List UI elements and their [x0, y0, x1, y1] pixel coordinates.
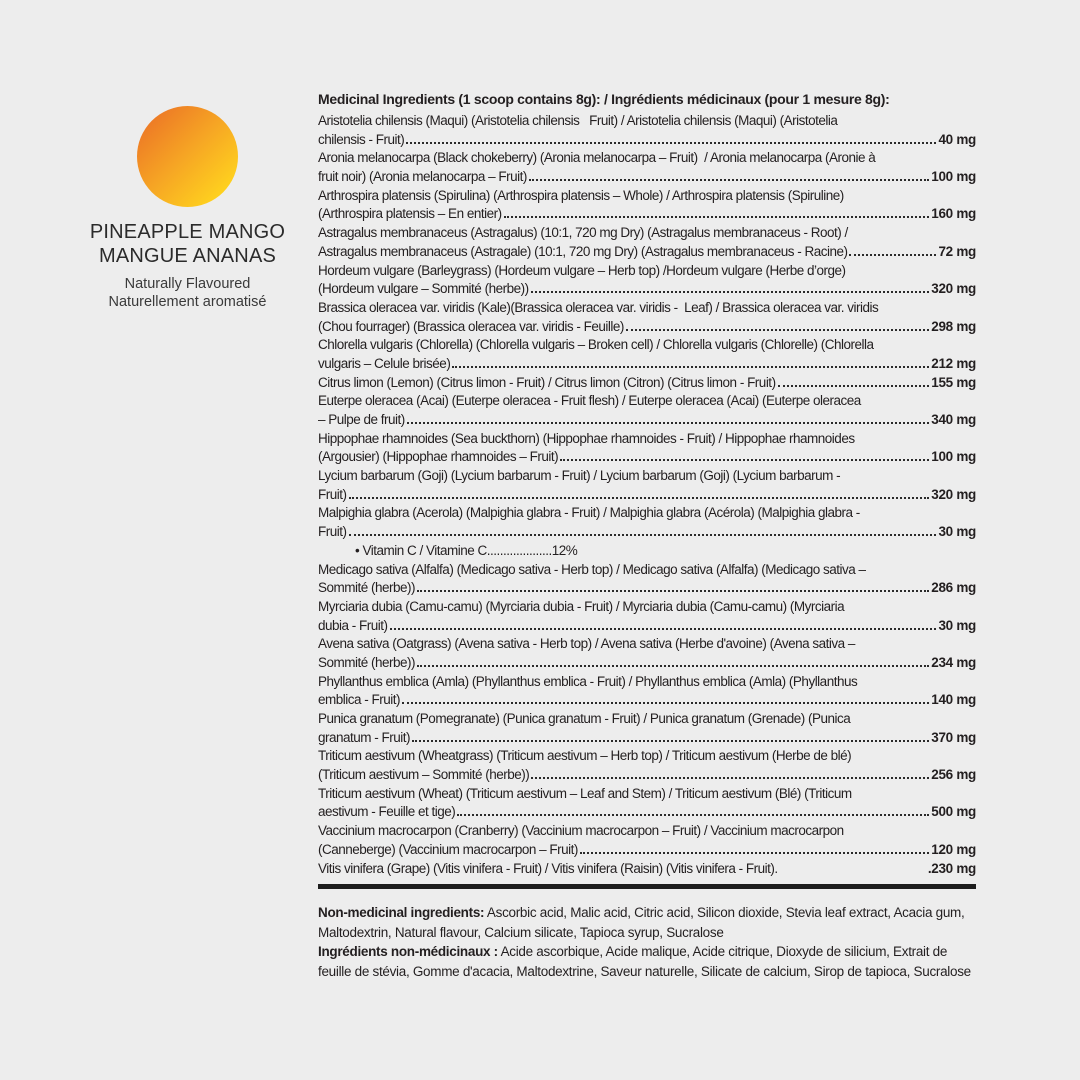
ingredient-row — [318, 149, 976, 186]
ingredient-text: aestivum - Feuille et tige) — [318, 804, 456, 820]
dot-leader — [452, 366, 929, 368]
ingredient-amount: 155 mg — [931, 374, 976, 390]
non-medicinal-fr — [318, 942, 976, 981]
ingredient-row — [318, 112, 976, 149]
flavour-note-en: Naturally Flavoured — [124, 276, 251, 292]
ingredient-line — [318, 336, 976, 355]
ingredient-line — [318, 430, 976, 449]
ingredient-text: Hippophae rhamnoides (Sea buckthorn) (Hippophae rhamnoides - Fruit) / Hippophae rhamnoides — [318, 430, 855, 446]
ingredient-text: (Hordeum vulgare – Sommité (herbe)) — [318, 281, 529, 297]
dot-leader — [349, 534, 937, 536]
dot-leader — [457, 814, 929, 816]
ingredient-text: Citrus limon (Lemon) (Citrus limon - Fruit) / Citrus limon (Citron) (Citrus limon - Fruit) — [318, 374, 776, 390]
ingredient-row — [318, 785, 976, 822]
ingredient-text: Chlorella vulgaris (Chlorella) (Chlorella vulgaris – Broken cell) / Chlorella vulgaris (Chlorelle) (Chlorella — [318, 337, 874, 353]
dot-leader — [849, 254, 936, 256]
ingredient-text: Aronia melanocarpa (Black chokeberry) (Aronia melanocarpa – Fruit) / Aronia melanocarpa (Aronie à — [318, 150, 876, 166]
dot-leader — [412, 740, 929, 742]
dot-leader — [560, 459, 929, 461]
ingredient-amount: 234 mg — [931, 654, 976, 670]
ingredient-text: dubia - Fruit) — [318, 617, 388, 633]
ingredient-text: vulgaris – Celule brisée) — [318, 355, 451, 371]
non-medicinal-label-en: Non-medicinal ingredients: — [318, 905, 485, 921]
ingredient-text: Myrciaria dubia (Camu-camu) (Myrciaria dubia - Fruit) / Myrciaria dubia (Camu-camu) (Myrciaria — [318, 598, 845, 614]
ingredient-line — [318, 448, 976, 467]
dot-leader — [417, 665, 929, 667]
ingredient-row — [318, 262, 976, 299]
ingredient-text: Phyllanthus emblica (Amla) (Phyllanthus emblica - Fruit) / Phyllanthus emblica (Amla) (Phyllanthus — [318, 673, 858, 689]
ingredient-amount: 160 mg — [931, 206, 976, 222]
ingredient-row — [318, 860, 976, 879]
ingredient-row — [318, 299, 976, 336]
ingredient-line — [318, 841, 976, 860]
ingredient-amount: 286 mg — [931, 580, 976, 596]
ingredient-line — [318, 523, 976, 542]
medicinal-ingredients-header: Medicinal Ingredients (1 scoop contains 8g): / Ingrédients médicinaux (pour 1 mesure 8g): — [318, 91, 890, 107]
flavour-note-fr: Naturellement aromatisé — [108, 294, 267, 310]
ingredient-line — [318, 224, 976, 243]
ingredient-row — [318, 710, 976, 747]
non-medicinal-text-fr: Acide ascorbique, Acide malique, Acide citrique, Dioxyde de silicium, Extrait de feuille de stévia, Gomme d'acacia, Maltodextrine, Saveur naturelle, Silicate de calcium, Sirop de tapioca, Sucralose — [318, 944, 971, 979]
ingredient-amount: 40 mg — [938, 131, 976, 147]
ingredient-amount: 298 mg — [931, 318, 976, 334]
ingredient-text: Aristotelia chilensis (Maqui) (Aristotelia chilensis Fruit) / Aristotelia chilensis (Maqui) (Aristotelia — [318, 113, 838, 128]
ingredient-line — [318, 262, 976, 281]
brand-panel — [75, 106, 300, 311]
supplement-facts-panel — [318, 90, 976, 981]
ingredient-text: Sommité (herbe)) — [318, 654, 416, 670]
ingredient-line — [318, 729, 976, 748]
ingredient-row — [318, 561, 976, 598]
ingredient-line — [318, 392, 976, 411]
dot-leader — [504, 216, 930, 218]
ingredient-line — [318, 654, 976, 673]
ingredient-amount: 100 mg — [931, 449, 976, 465]
ingredient-line — [318, 318, 976, 337]
ingredient-row — [318, 467, 976, 504]
dot-leader — [390, 628, 937, 630]
ingredient-amount: 320 mg — [931, 486, 976, 502]
non-medicinal-en — [318, 903, 976, 942]
ingredient-text: Brassica oleracea var. viridis (Kale)(Brassica oleracea var. viridis - Leaf) / Brassica oleracea var. viridis — [318, 299, 879, 315]
ingredient-amount: .230 mg — [927, 860, 976, 876]
ingredient-line — [318, 187, 976, 206]
ingredient-row — [318, 430, 976, 467]
ingredient-amount: 100 mg — [931, 169, 976, 185]
ingredient-text: Vitis vinifera (Grape) (Vitis vinifera - Fruit) / Vitis vinifera (Raisin) (Vitis vinifera - Fruit). — [318, 860, 778, 876]
ingredient-list — [318, 112, 976, 878]
ingredient-amount: 320 mg — [931, 281, 976, 297]
ingredient-row — [318, 392, 976, 429]
ingredient-text: granatum - Fruit) — [318, 729, 411, 745]
ingredient-line — [318, 299, 976, 318]
ingredient-text: Avena sativa (Oatgrass) (Avena sativa - Herb top) / Avena sativa (Herbe d'avoine) (Avena sativa – — [318, 636, 855, 652]
flavor-name-fr: MANGUE ANANAS — [98, 245, 277, 267]
ingredient-text: Fruit) — [318, 486, 347, 502]
ingredient-line — [318, 598, 976, 617]
dot-leader — [580, 852, 929, 854]
ingredient-text: Astragalus membranaceus (Astragale) (10:1, 720 mg Dry) (Astragalus membranaceus - Racine) — [318, 243, 848, 259]
dot-leader — [778, 385, 930, 387]
ingredient-text: Medicago sativa (Alfalfa) (Medicago sativa - Herb top) / Medicago sativa (Alfalfa) (Medicago sativa – — [318, 561, 866, 577]
ingredient-amount: 256 mg — [931, 767, 976, 783]
ingredient-text: Hordeum vulgare (Barleygrass) (Hordeum vulgare – Herb top) /Hordeum vulgare (Herbe d’orge) — [318, 262, 846, 278]
ingredient-text: (Triticum aestivum – Sommité (herbe)) — [318, 767, 530, 783]
dot-leader — [531, 291, 930, 293]
ingredient-row — [318, 374, 976, 393]
ingredient-line — [318, 205, 976, 224]
ingredient-text: Sommité (herbe)) — [318, 580, 416, 596]
ingredient-line — [318, 486, 976, 505]
dot-leader — [417, 590, 929, 592]
ingredient-row — [318, 224, 976, 261]
ingredient-row — [318, 747, 976, 784]
non-medicinal-label-fr: Ingrédients non-médicinaux : — [318, 944, 498, 960]
flavor-gradient-badge — [137, 106, 238, 207]
ingredient-text: Triticum aestivum (Wheat) (Triticum aestivum – Leaf and Stem) / Triticum aestivum (Blé) (Triticum — [318, 785, 852, 801]
ingredient-text: Fruit) — [318, 524, 347, 540]
ingredient-amount: 370 mg — [931, 729, 976, 745]
ingredient-line — [318, 374, 976, 393]
ingredient-amount: 340 mg — [931, 412, 976, 427]
ingredient-amount: 140 mg — [931, 692, 976, 708]
dot-leader — [529, 179, 929, 181]
ingredient-text: Triticum aestivum (Wheatgrass) (Triticum aestivum – Herb top) / Triticum aestivum (Herbe de blé) — [318, 748, 852, 764]
ingredient-line — [318, 710, 976, 729]
ingredient-line — [318, 635, 976, 654]
ingredient-amount: 72 mg — [938, 243, 976, 259]
ingredient-text: Euterpe oleracea (Acai) (Euterpe oleracea - Fruit flesh) / Euterpe oleracea (Acai) (Euterpe oleracea — [318, 393, 861, 409]
ingredient-line — [318, 168, 976, 187]
ingredient-line — [318, 860, 976, 879]
ingredient-row — [318, 635, 976, 672]
ingredient-line — [318, 149, 976, 168]
ingredient-row — [318, 822, 976, 859]
ingredient-line — [318, 355, 976, 374]
ingredient-text: fruit noir) (Aronia melanocarpa – Fruit) — [318, 169, 527, 185]
ingredient-text: Lycium barbarum (Goji) (Lycium barbarum - Fruit) / Lycium barbarum (Goji) (Lycium barbarum - — [318, 468, 841, 484]
dot-leader — [407, 422, 929, 424]
ingredient-text: (Argousier) (Hippophae rhamnoides – Fruit) — [318, 449, 559, 465]
ingredient-line — [318, 561, 976, 580]
ingredient-text: Malpighia glabra (Acerola) (Malpighia glabra - Fruit) / Malpighia glabra (Acérola) (Malpighia glabra - — [318, 505, 860, 521]
flavor-name-en: PINEAPPLE MANGO — [89, 221, 286, 243]
ingredient-row — [318, 187, 976, 224]
ingredient-line — [318, 785, 976, 804]
ingredient-line — [318, 691, 976, 710]
ingredient-row — [318, 598, 976, 635]
ingredient-line — [318, 243, 976, 262]
ingredient-text: emblica - Fruit) — [318, 692, 401, 708]
section-divider-rule — [318, 884, 976, 889]
ingredient-line — [318, 411, 976, 430]
ingredient-line — [318, 673, 976, 692]
ingredient-text: – Pulpe de fruit) — [318, 412, 405, 427]
ingredient-line — [318, 112, 976, 131]
ingredient-text: Arthrospira platensis (Spirulina) (Arthrospira platensis – Whole) / Arthrospira platensis (Spiruline) — [318, 187, 844, 203]
ingredient-row — [318, 673, 976, 710]
ingredient-text: (Chou fourrager) (Brassica oleracea var. viridis - Feuille) — [318, 318, 624, 334]
ingredient-line — [318, 504, 976, 523]
ingredient-amount: 212 mg — [931, 355, 976, 371]
ingredient-line — [318, 617, 976, 636]
ingredient-line — [318, 467, 976, 486]
dot-leader — [349, 497, 930, 499]
ingredient-text: Punica granatum (Pomegranate) (Punica granatum - Fruit) / Punica granatum (Grenade) (Punica — [318, 711, 851, 726]
dot-leader — [531, 777, 929, 779]
ingredient-line — [318, 747, 976, 766]
ingredient-text: • Vitamin C / Vitamine C....................12% — [355, 542, 578, 558]
ingredient-text: (Canneberge) (Vaccinium macrocarpon – Fruit) — [318, 841, 578, 857]
ingredient-text: chilensis - Fruit) — [318, 131, 405, 147]
ingredient-line — [318, 803, 976, 822]
ingredient-amount: 30 mg — [938, 617, 976, 633]
ingredient-line — [318, 579, 976, 598]
ingredient-text: Astragalus membranaceus (Astragalus) (10:1, 720 mg Dry) (Astragalus membranaceus - Root) / — [318, 225, 848, 241]
dot-leader — [406, 142, 936, 144]
ingredient-line — [318, 766, 976, 785]
ingredient-row — [318, 336, 976, 373]
non-medicinal-text-en: Ascorbic acid, Malic acid, Citric acid, Silicon dioxide, Stevia leaf extract, Acacia gum, Maltodextrin, Natural flavour, Calcium silicate, Tapioca syrup, Sucralose — [318, 905, 965, 940]
ingredient-text: (Arthrospira platensis – En entier) — [318, 206, 502, 222]
ingredient-row — [318, 504, 976, 541]
ingredient-amount: 30 mg — [938, 524, 976, 540]
ingredient-line — [318, 131, 976, 150]
dot-leader — [402, 702, 929, 704]
ingredient-amount: 120 mg — [931, 841, 976, 857]
ingredient-amount: 500 mg — [931, 804, 976, 820]
non-medicinal-section — [318, 903, 976, 981]
ingredient-line — [318, 542, 976, 561]
ingredient-row — [318, 542, 976, 561]
ingredient-line — [318, 822, 976, 841]
ingredient-text: Vaccinium macrocarpon (Cranberry) (Vaccinium macrocarpon – Fruit) / Vaccinium macrocarpon — [318, 823, 844, 839]
ingredient-line — [318, 280, 976, 299]
dot-leader — [626, 329, 929, 331]
